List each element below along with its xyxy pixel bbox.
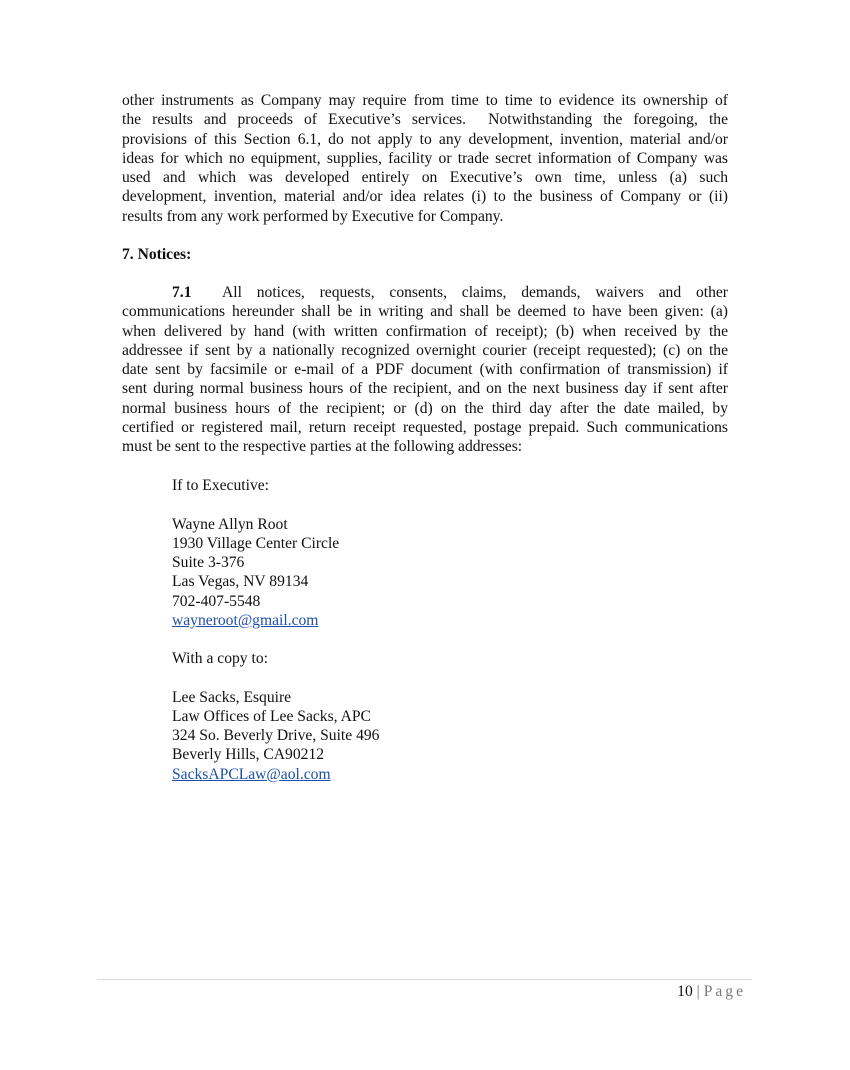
executive-address	[172, 476, 778, 630]
page-footer	[677, 983, 746, 1001]
text-line: All notices, requests, consents, claims, demands, waivers and other	[222, 284, 728, 301]
page-label: Page	[703, 983, 746, 1000]
footer-divider	[97, 979, 752, 980]
address-line: 1930 Village Center Circle	[172, 534, 340, 552]
address-line: Las Vegas, NV 89134	[172, 573, 309, 591]
text-line: ideas for which no equipment, supplies, facility or trade secret information of Company was	[122, 149, 728, 167]
address-line: Lee Sacks, Esquire	[172, 688, 292, 706]
address-line: Beverly Hills, CA90212	[172, 746, 325, 764]
text-line: other instruments as Company may require from time to time to evidence its ownership of	[122, 92, 728, 109]
text-line: development, invention, material and/or idea relates (i) to the business of Company or (ii)	[122, 188, 728, 206]
text-line: addressee if sent by a nationally recognized overnight courier (receipt requested); (c) on the	[122, 341, 728, 359]
address-line: 324 So. Beverly Drive, Suite 496	[172, 727, 380, 744]
address-line: Suite 3-376	[172, 554, 245, 571]
text-line: certified or registered mail, return receipt requested, postage prepaid. Such communications	[122, 418, 728, 436]
address-label: With a copy to:	[172, 650, 268, 667]
text-line: normal business hours of the recipient; or (d) on the third day after the date mailed, by	[122, 399, 728, 417]
address-label: If to Executive:	[172, 477, 269, 494]
footer-separator: |	[696, 983, 700, 1000]
text-line: used and which was developed entirely on Executive’s own time, unless (a) such	[122, 169, 728, 186]
text-line: results from any work performed by Executive for Company.	[122, 207, 504, 225]
text-line: when delivered by hand (with written confirmation of receipt); (b) when received by the	[122, 322, 728, 340]
text-line: communications hereunder shall be in writing and shall be deemed to have been given: (a)	[122, 303, 728, 321]
clause-number: 7.1	[172, 284, 192, 301]
page-number: 10	[677, 983, 693, 1000]
address-line: Law Offices of Lee Sacks, APC	[172, 707, 371, 725]
text-line: provisions of this Section 6.1, do not apply to any development, invention, material and/or	[122, 130, 728, 148]
address-line: Wayne Allyn Root	[172, 515, 288, 533]
clause-first-line	[122, 283, 728, 302]
copy-email-link[interactable]: SacksAPCLaw@aol.com	[172, 765, 331, 783]
paragraph-6-1-continued	[122, 91, 728, 226]
text-line: the results and proceeds of Executive’s services. Notwithstanding the foregoing, the	[122, 111, 728, 129]
section-heading: 7. Notices:	[122, 246, 192, 263]
text-line: sent during normal business hours of the recipient, and on the next business day if sent after	[122, 380, 728, 398]
executive-email-link[interactable]: wayneroot@gmail.com	[172, 611, 319, 629]
text-line: date sent by facsimile or e-mail of a PDF document (with confirmation of transmission) if	[122, 361, 728, 378]
phone-number: 702-407-5548	[172, 592, 261, 610]
copy-address	[172, 649, 778, 784]
text-line: must be sent to the respective parties at the following addresses:	[122, 438, 523, 455]
clause-7-1	[122, 283, 728, 456]
